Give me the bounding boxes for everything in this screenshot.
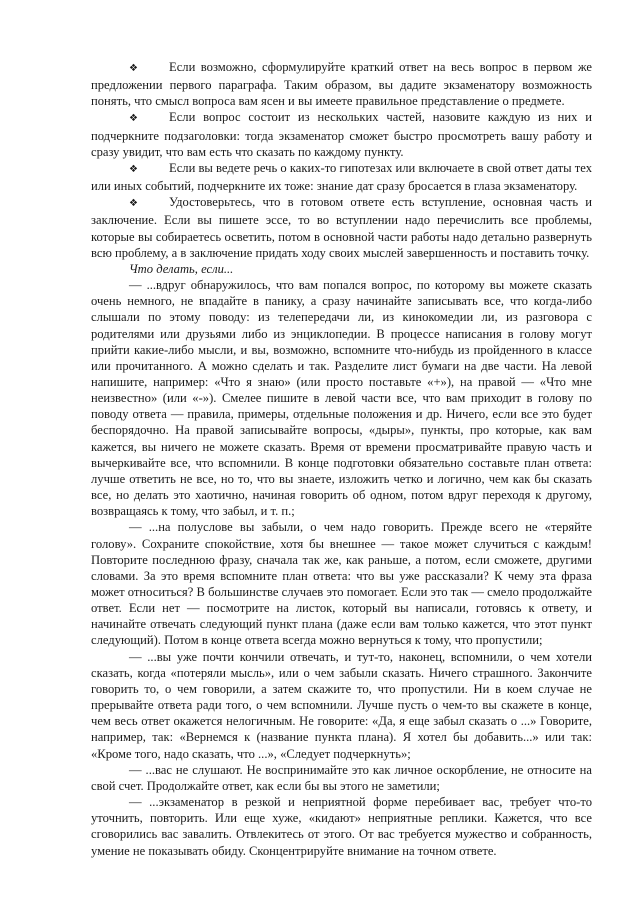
bullet-text: Если вы ведете речь о каких-то гипотезах или включаете в свой ответ даты тех или иных событий, подчеркните их тоже: знание дат сразу бросается в глаза экзаменатору. [91,160,592,194]
paragraph: — ...экзаменатор в резкой и неприятной форме перебивает вас, требует что-то уточнить, повторить. Или еще хуже, «кидают» неприятные реплики. Кажется, что все сговорились вас завалить. Отвлекитесь от этого. От вас требуется мужество и собранность, умение не показывать обиду. Сконцентрируйте внимание на точном ответе. [91,795,592,858]
bullet-item [91,109,592,159]
bullet-item [91,160,592,194]
paragraph: — ...вдруг обнаружилось, что вам попался вопрос, по которому вы можете сказать очень немного, не впадайте в панику, а сразу начинайте записывать все, что когда-либо слышали по этому поводу: из телепередачи ли, из кинокомедии ли, из разговора с родителями или друзьями либо из энциклопедии. В процессе написания в голову могут прийти какие-либо мысли, и вы, возможно, вспомните что-нибудь из пройденного в классе или прочитанного. А можно сделать и так. Разделите лист бумаги на две части. На левой напишите, например: «Что я знаю» (или просто поставьте «+»), на правой — «Что мне неизвестно» (или «-»). Смелее пишите в левой части все, что вам приходит в голову по поводу ответа — правила, примеры, отдельные положения и др. Ничего, если все это будет беспорядочно. На правой записывайте вопросы, «дыры», пункты, про которые, как вам кажется, вы ничего не можете сказать. Время от времени просматривайте правую часть и вычеркивайте все, что вспомнили. В конце подготовки обязательно составьте план ответа: лучше ответить не все, но то, что вы знаете, изложить четко и логично, чем как бы сказать все, но делать это хаотично, начиная говорить об одном, потом вдруг переходя к другому, возвращаясь к тому, что забыл, и т. п.; [91,278,592,519]
diamond-bullet-icon: ❖ [129,198,138,210]
paragraph: — ...вы уже почти кончили отвечать, и тут-то, наконец, вспомнили, о чем хотели сказать, когда «потеряли мысль», или о чем забыли сказать. Ничего страшного. Закончите говорить то, о чем говорили, а затем скажите то, что пропустили. Ни в коем случае не прерывайте ответа ради того, о чем вспомнили. Лучше пусть о чем-то вы скажете в конце, чем весь ответ окажется нелогичным. Не говорите: «Да, я еще забыл сказать о ...» Говорите, например, так: «Вернемся к (название пункта плана). Я хотел бы добавить...» или так: «Кроме того, надо сказать, что ...», «Следует подчеркнуть»; [91,649,592,761]
bullet-text: Удостоверьтесь, что в готовом ответе есть вступление, основная часть и заключение. Если вы пишете эссе, то во вступлении надо перечислить все проблемы, которые вы собираетесь осветить, потом в основной части работы надо детально развернуть всю проблему, а в заключение придать ходу своих мыслей завершенность и поставить точку. [91,195,592,260]
paragraph: — ...вас не слушают. Не воспринимайте это как личное оскорбление, не относите на свой счет. Продолжайте ответ, как если бы вы этого не заметили; [91,762,592,793]
diamond-bullet-icon: ❖ [129,113,138,125]
diamond-bullet-icon: ❖ [129,63,138,74]
document-page [91,59,592,859]
paragraph: — ...на полуслове вы забыли, о чем надо говорить. Прежде всего не «теряйте голову». Сохраните спокойствие, хотя бы внешнее — такое может случиться с каждым! Повторите последнюю фразу, сначала так же, как раньше, а потом, если сможете, другими словами. За это время вспомните план ответа: что вы уже рассказали? К чему эта фраза может относиться? В большинстве случаев это помогает. Если это так — смело продолжайте ответ. Если нет — посмотрите на листок, который вы написали, готовясь к ответу, и начинайте отвечать следующий пункт плана (даже если вам только кажется, что этот пункт следующий). Потом в конце ответа всегда можно вернуться к тому, что пропустили; [91,520,592,648]
section-heading: Что делать, если... [129,261,234,276]
diamond-bullet-icon: ❖ [129,163,138,175]
bullet-text: Если возможно, сформулируйте краткий ответ на весь вопрос в первом же предложении первого параграфа. Таким образом, вы дадите экзаменатору возможность понять, что смысл вопроса вам ясен и вы имеете правильное представление о предмете. [91,60,592,109]
bullet-item [91,59,592,109]
bullet-text: Если вопрос состоит из нескольких частей, назовите каждую из них и подчеркните подзаголовки: тогда экзаменатор сможет быстро просмотреть вашу работу и сразу увидит, что вам есть что сказать по каждому пункту. [91,110,592,159]
bullet-item [91,194,592,261]
